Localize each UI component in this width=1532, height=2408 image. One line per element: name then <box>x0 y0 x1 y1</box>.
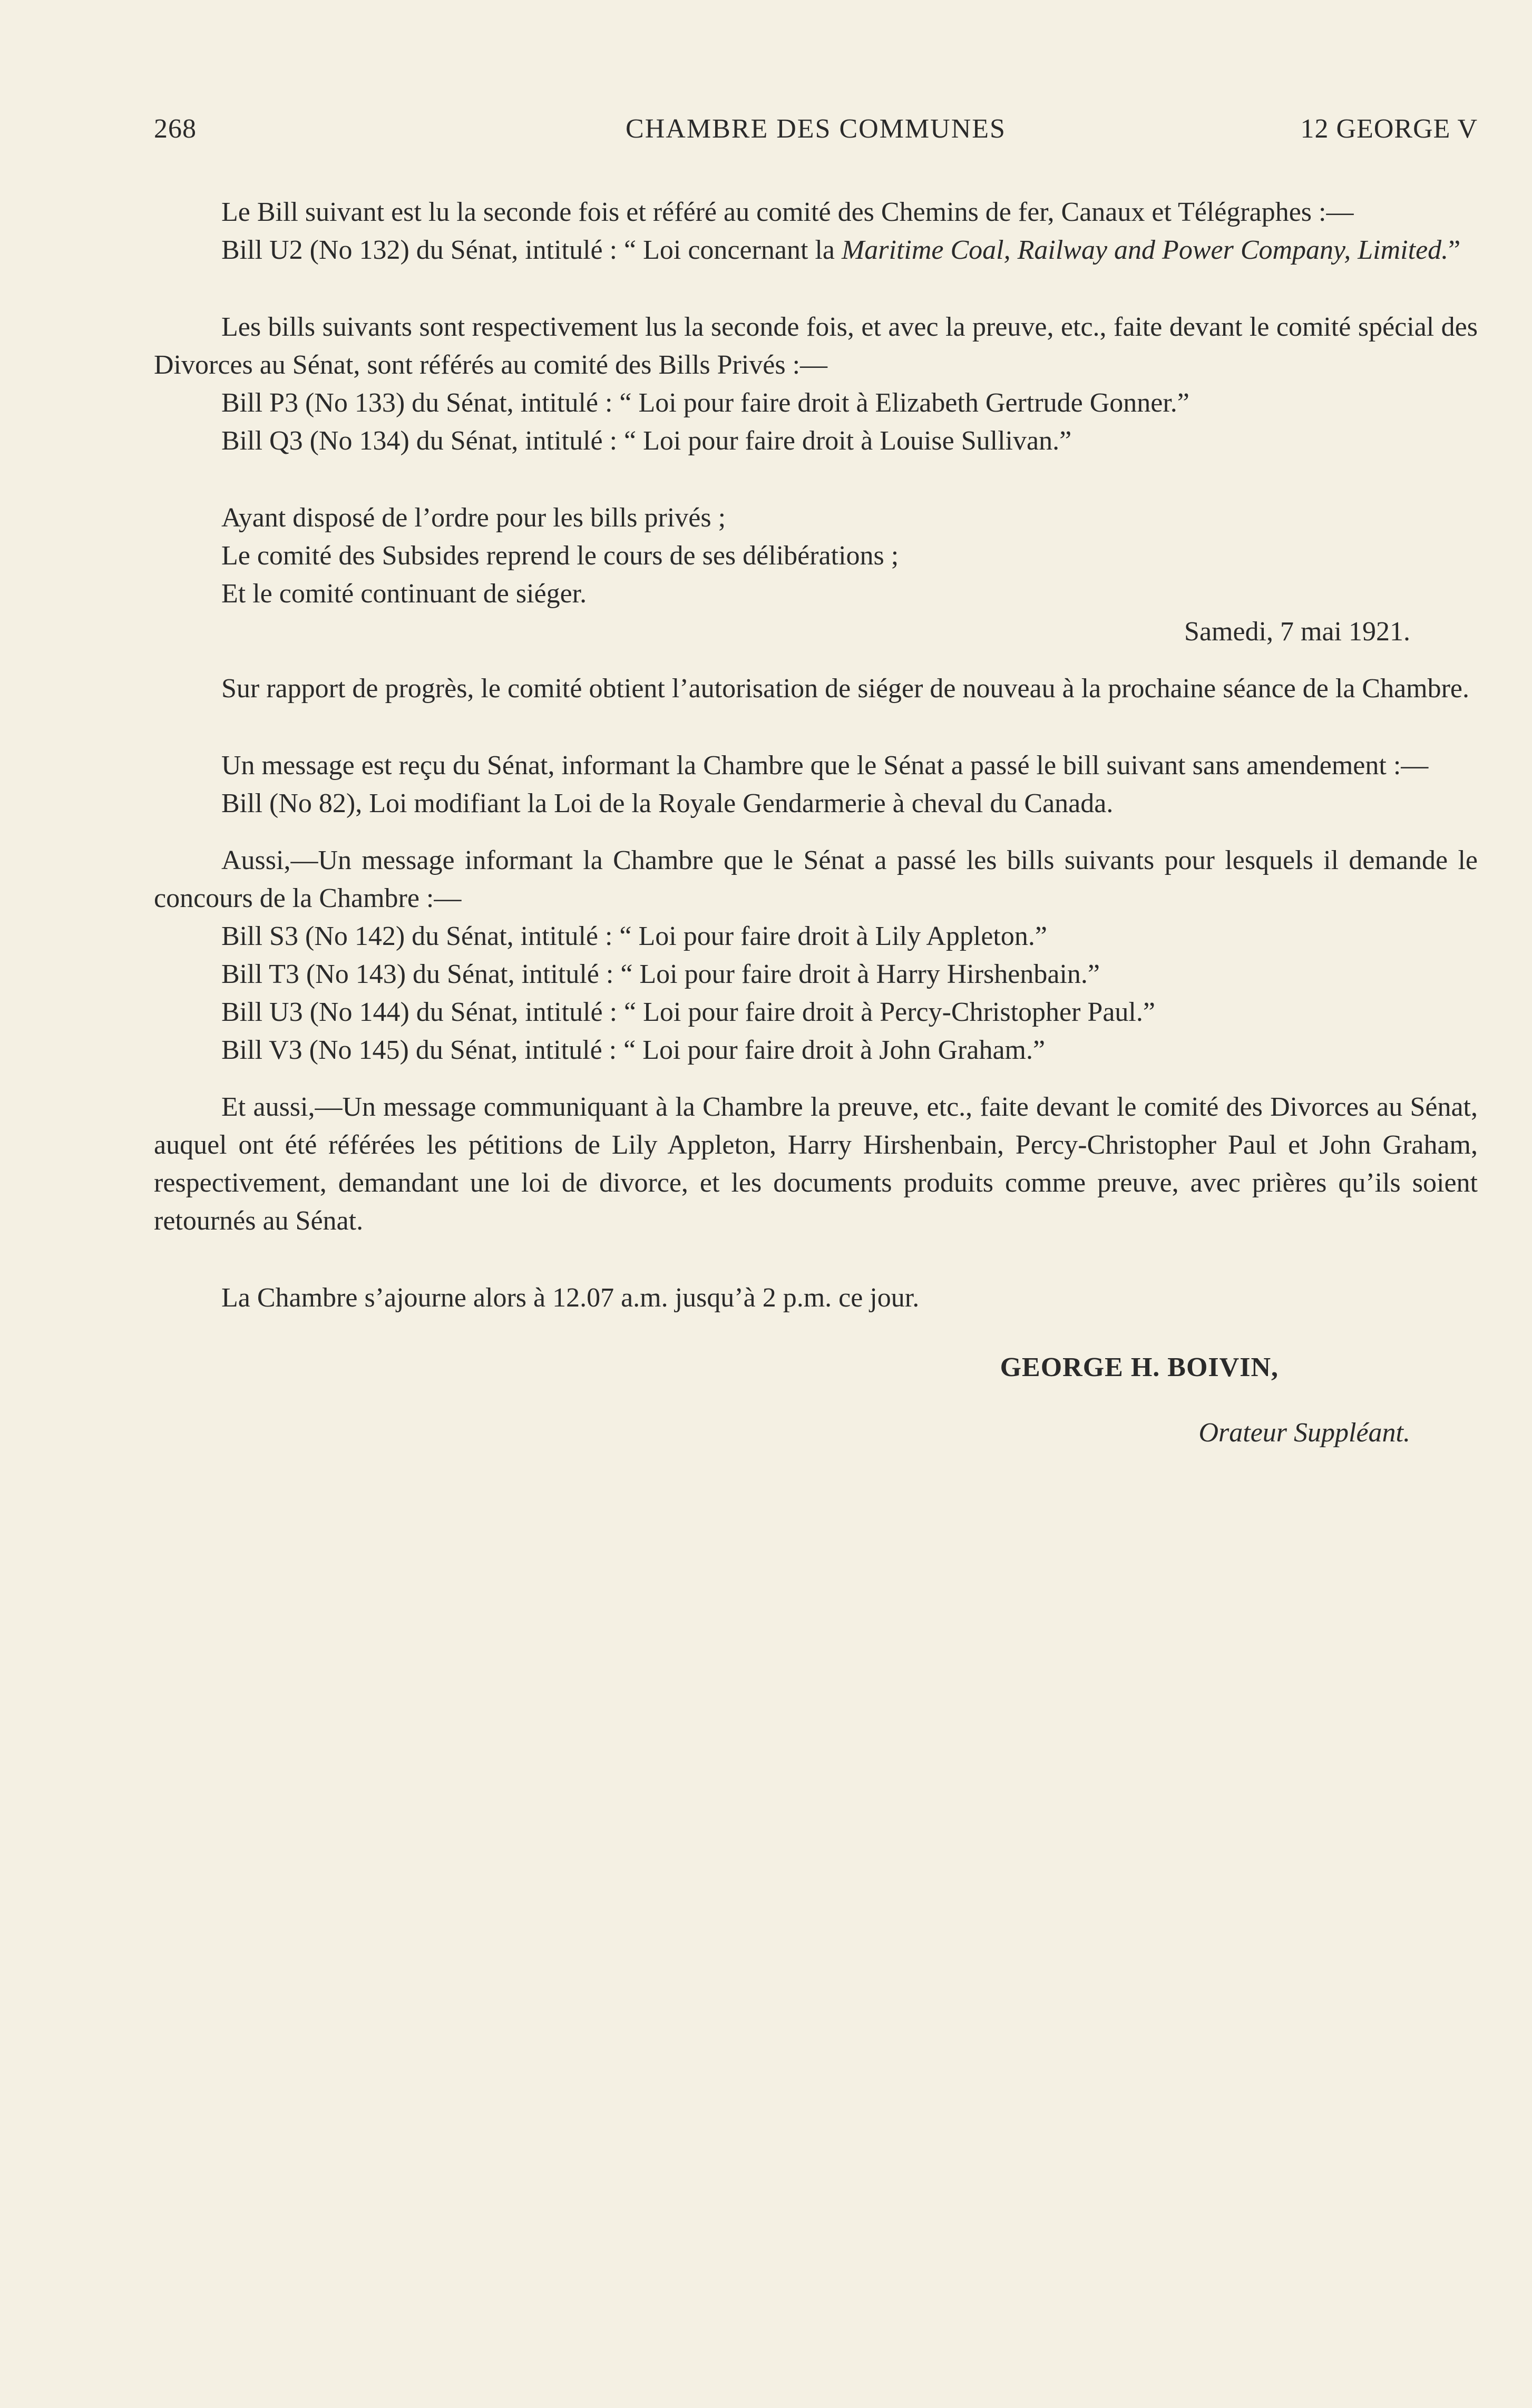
signature-name: GEORGE H. BOIVIN, <box>1000 1352 1279 1382</box>
paragraph-bill-p3: Bill P3 (No 133) du Sénat, intitulé : “ Loi pour faire droit à Elizabeth Gertrude Gonner.” <box>221 388 1189 418</box>
paragraph-bill-t3: Bill T3 (No 143) du Sénat, intitulé : “ Loi pour faire droit à Harry Hirshenbain.” <box>221 959 1100 989</box>
signature-role: Orateur Suppléant. <box>1198 1418 1410 1448</box>
session-date: Samedi, 7 mai 1921. <box>1184 617 1410 647</box>
bill-u2-closing: ” <box>1448 235 1461 265</box>
bill-u2-text: Bill U2 (No 132) du Sénat, intitulé : “ Loi concernant la <box>221 235 842 265</box>
running-reign: 12 GEORGE V <box>1300 114 1478 144</box>
paragraph-senate-message: Un message est reçu du Sénat, informant la Chambre que le Sénat a passé le bill suivant sans amendement :— <box>221 750 1429 781</box>
paragraph-progress-report: Sur rapport de progrès, le comité obtient l’autorisation de siéger de nouveau à la prochaine séance de la Chambre. <box>221 674 1470 704</box>
paragraph-bill-82: Bill (No 82), Loi modifiant la Loi de la Royale Gendarmerie à cheval du Canada. <box>221 788 1114 818</box>
running-title: CHAMBRE DES COMMUNES <box>626 114 1006 144</box>
paragraph-divorce-evidence: Et aussi,—Un message communiquant à la Chambre la preuve, etc., faite devant le comité des Divorces au Sénat, auquel ont été référées les pétitions de Lily Appleton, Harry Hirshenbain, Percy-Christopher Paul et John Graham, respectivement, demandant une loi de divorce, et les documents produits comme preuve, avec prières qu’ils soient retournés au Sénat. <box>154 1092 1478 1236</box>
paragraph-bill-s3: Bill S3 (No 142) du Sénat, intitulé : “ Loi pour faire droit à Lily Appleton.” <box>221 921 1047 951</box>
document-page <box>154 113 1478 1479</box>
paragraph-order-disposed: Ayant disposé de l’ordre pour les bills privés ; <box>221 503 726 533</box>
paragraph-adjournment: La Chambre s’ajourne alors à 12.07 a.m. jusqu’à 2 p.m. ce jour. <box>221 1283 920 1313</box>
paragraph-bill-v3: Bill V3 (No 145) du Sénat, intitulé : “ Loi pour faire droit à John Graham.” <box>221 1035 1046 1065</box>
journal-text <box>154 193 1478 1452</box>
paragraph-supply-committee: Le comité des Subsides reprend le cours de ses délibérations ; <box>221 541 899 571</box>
company-name: Maritime Coal, Railway and Power Company, Limited. <box>841 235 1449 265</box>
paragraph-committee-sitting: Et le comité continuant de siéger. <box>221 579 587 609</box>
paragraph-senate-message-concurrence: Aussi,—Un message informant la Chambre que le Sénat a passé les bills suivants pour lesquels il demande le concours de la Chambre :— <box>154 845 1478 913</box>
page-header <box>154 113 1478 150</box>
paragraph-bill-u2 <box>154 231 1478 269</box>
page-number: 268 <box>154 114 197 144</box>
paragraph-bill-u3: Bill U3 (No 144) du Sénat, intitulé : “ Loi pour faire droit à Percy-Christopher Paul.” <box>221 997 1155 1027</box>
paragraph-divorce-bills: Les bills suivants sont respectivement lus la seconde fois, et avec la preuve, etc., faite devant le comité spécial des Divorces au Sénat, sont référés au comité des Bills Privés :— <box>154 312 1478 380</box>
paragraph-bill-second-reading: Le Bill suivant est lu la seconde fois et référé au comité des Chemins de fer, Canaux et Télégraphes :— <box>221 197 1354 227</box>
paragraph-bill-q3: Bill Q3 (No 134) du Sénat, intitulé : “ Loi pour faire droit à Louise Sullivan.” <box>221 426 1072 456</box>
